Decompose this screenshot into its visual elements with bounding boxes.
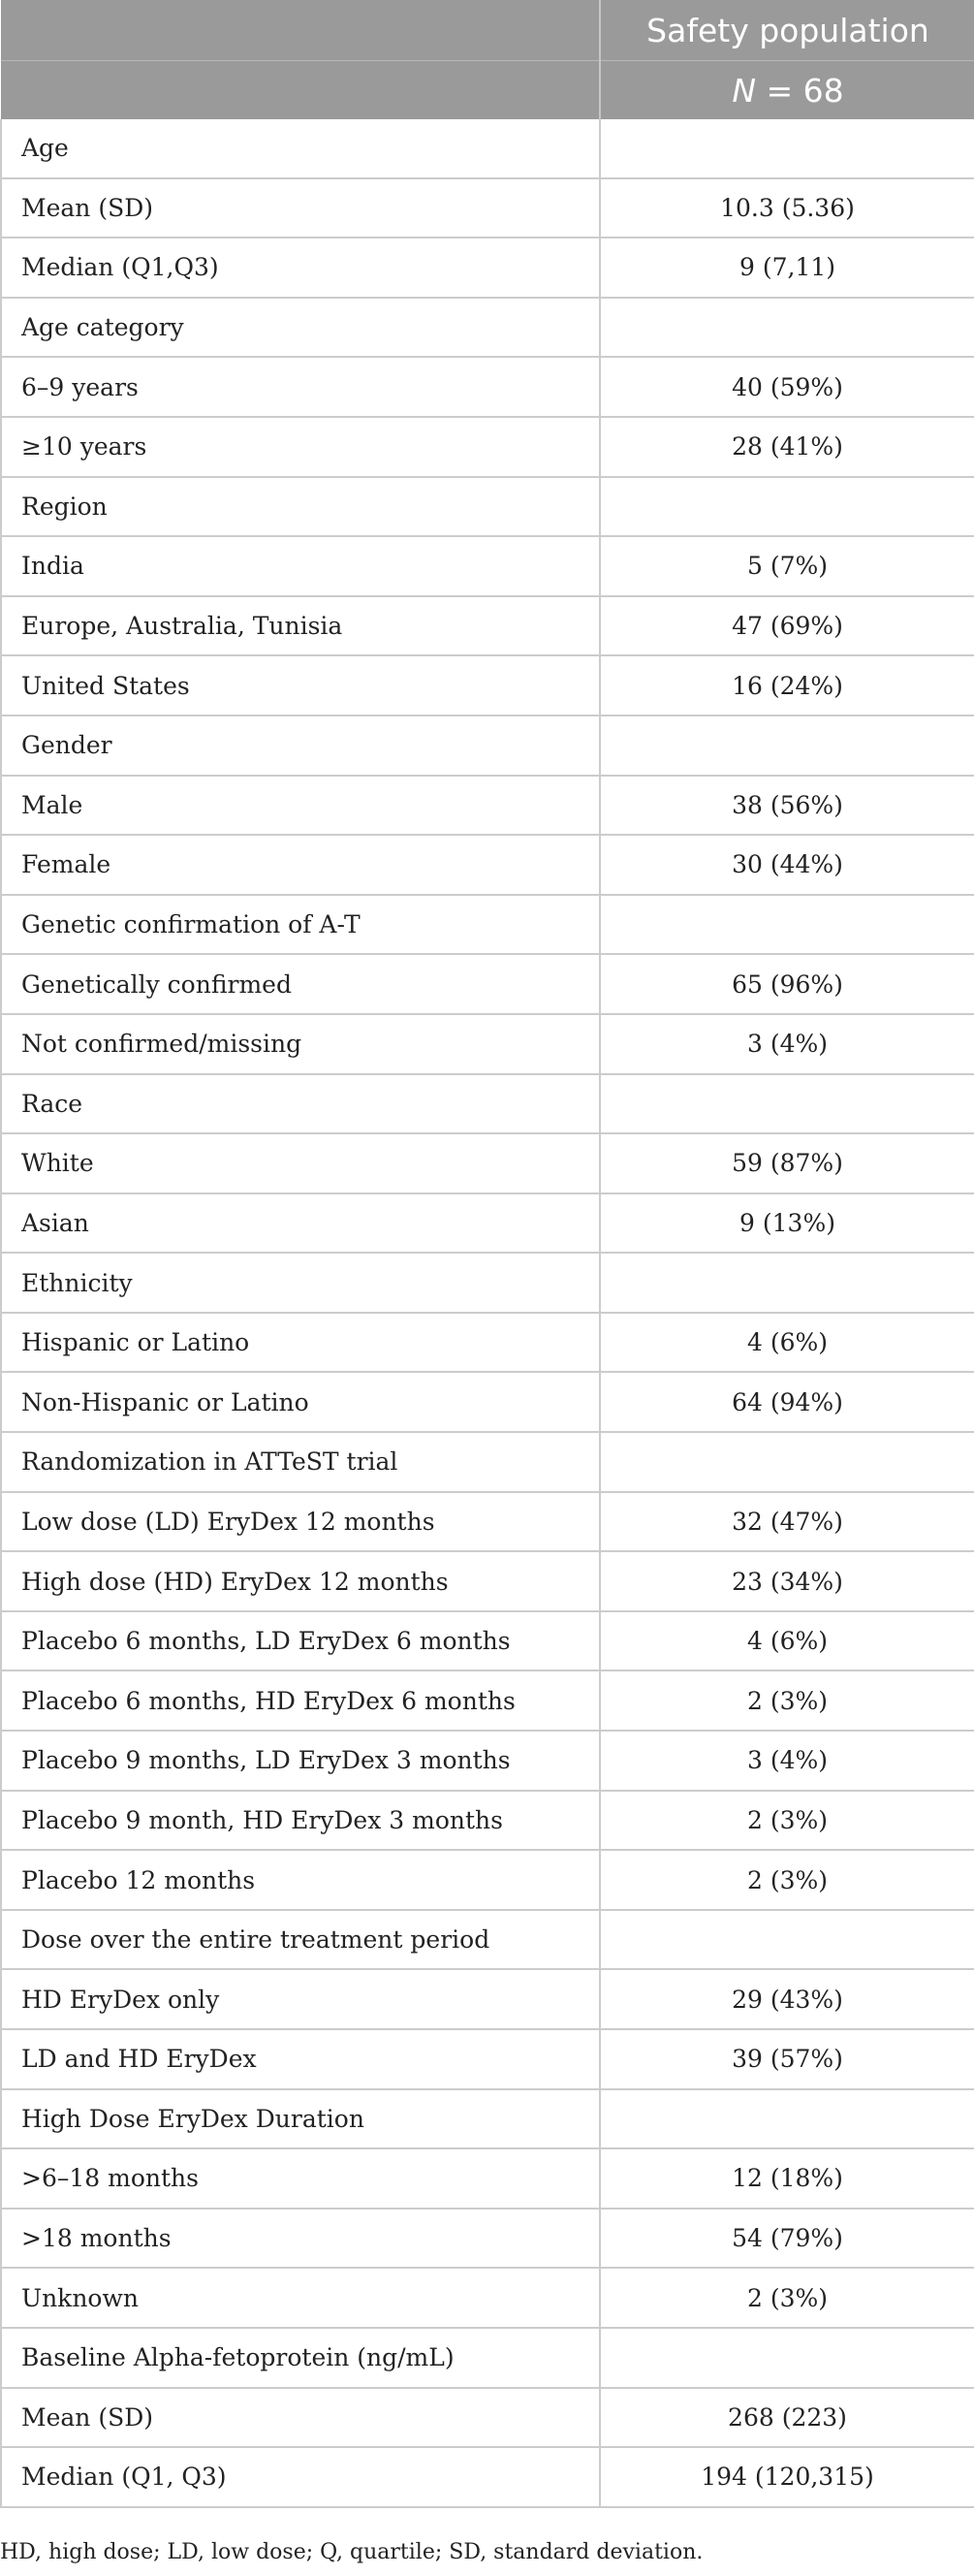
table-row xyxy=(1,1731,974,1791)
table-row xyxy=(1,119,974,178)
row-label: Race xyxy=(1,1074,600,1134)
row-label: White xyxy=(1,1133,600,1193)
header-blank-cell xyxy=(1,0,600,61)
table-row xyxy=(1,1670,974,1731)
row-value: 4 (6%) xyxy=(600,1313,974,1373)
table-footnote: HD, high dose; LD, low dose; Q, quartile; SD, standard deviation. xyxy=(0,2540,704,2564)
row-value: 59 (87%) xyxy=(600,1133,974,1193)
table-row xyxy=(1,1313,974,1373)
row-value: 9 (7,11) xyxy=(600,238,974,298)
row-value: 2 (3%) xyxy=(600,1850,974,1910)
table-row xyxy=(1,1551,974,1611)
table-row xyxy=(1,2447,974,2507)
row-value: 38 (56%) xyxy=(600,776,974,836)
header-row-n xyxy=(1,61,974,120)
table-row xyxy=(1,1133,974,1193)
row-label: Europe, Australia, Tunisia xyxy=(1,596,600,656)
table-row xyxy=(1,2209,974,2269)
row-value xyxy=(600,1910,974,1970)
row-label: Ethnicity xyxy=(1,1253,600,1313)
table-row xyxy=(1,1074,974,1134)
row-label: Genetic confirmation of A-T xyxy=(1,895,600,955)
row-label: Genetically confirmed xyxy=(1,954,600,1014)
row-label: Placebo 9 months, LD EryDex 3 months xyxy=(1,1731,600,1791)
n-symbol: N xyxy=(732,71,757,110)
row-label: Baseline Alpha-fetoprotein (ng/mL) xyxy=(1,2328,600,2388)
row-value: 47 (69%) xyxy=(600,596,974,656)
row-label: Region xyxy=(1,477,600,537)
row-label: Asian xyxy=(1,1193,600,1254)
row-value: 2 (3%) xyxy=(600,2268,974,2328)
row-value xyxy=(600,2089,974,2149)
row-label: Age xyxy=(1,119,600,178)
row-value: 30 (44%) xyxy=(600,835,974,895)
row-value: 23 (34%) xyxy=(600,1551,974,1611)
row-value: 3 (4%) xyxy=(600,1731,974,1791)
row-label: Unknown xyxy=(1,2268,600,2328)
table-row xyxy=(1,895,974,955)
header-row-title xyxy=(1,0,974,61)
row-label: Placebo 9 month, HD EryDex 3 months xyxy=(1,1791,600,1851)
table-row xyxy=(1,2029,974,2089)
table-row xyxy=(1,1969,974,2029)
table-row xyxy=(1,596,974,656)
row-label: India xyxy=(1,536,600,596)
row-label: Placebo 6 months, LD EryDex 6 months xyxy=(1,1611,600,1671)
table-row xyxy=(1,2268,974,2328)
table-row xyxy=(1,1850,974,1910)
row-value: 10.3 (5.36) xyxy=(600,178,974,239)
row-value: 32 (47%) xyxy=(600,1492,974,1552)
row-value: 65 (96%) xyxy=(600,954,974,1014)
row-value: 2 (3%) xyxy=(600,1670,974,1731)
row-value xyxy=(600,298,974,358)
row-value xyxy=(600,477,974,537)
row-value: 54 (79%) xyxy=(600,2209,974,2269)
row-value: 3 (4%) xyxy=(600,1014,974,1074)
row-value: 194 (120,315) xyxy=(600,2447,974,2507)
header-blank-cell xyxy=(1,61,600,120)
row-value xyxy=(600,895,974,955)
row-value: 39 (57%) xyxy=(600,2029,974,2089)
row-value: 28 (41%) xyxy=(600,417,974,477)
row-label: LD and HD EryDex xyxy=(1,2029,600,2089)
row-label: Female xyxy=(1,835,600,895)
row-value: 40 (59%) xyxy=(600,357,974,417)
row-label: 6–9 years xyxy=(1,357,600,417)
table-row xyxy=(1,2089,974,2149)
table-row xyxy=(1,1492,974,1552)
row-label: High dose (HD) EryDex 12 months xyxy=(1,1551,600,1611)
row-value: 9 (13%) xyxy=(600,1193,974,1254)
table-row xyxy=(1,238,974,298)
row-label: Gender xyxy=(1,716,600,776)
row-label: Median (Q1,Q3) xyxy=(1,238,600,298)
row-label: High Dose EryDex Duration xyxy=(1,2089,600,2149)
table-row xyxy=(1,716,974,776)
table-row xyxy=(1,357,974,417)
table-row xyxy=(1,1193,974,1254)
table-row xyxy=(1,655,974,716)
row-label: HD EryDex only xyxy=(1,1969,600,2029)
table-row xyxy=(1,776,974,836)
table-row xyxy=(1,1372,974,1432)
row-label: Placebo 6 months, HD EryDex 6 months xyxy=(1,1670,600,1731)
table-row xyxy=(1,1611,974,1671)
table-row xyxy=(1,2328,974,2388)
row-value: 4 (6%) xyxy=(600,1611,974,1671)
row-label: United States xyxy=(1,655,600,716)
row-label: Age category xyxy=(1,298,600,358)
row-value xyxy=(600,1432,974,1492)
table-row xyxy=(1,954,974,1014)
row-label: Mean (SD) xyxy=(1,178,600,239)
table-row xyxy=(1,417,974,477)
row-value: 2 (3%) xyxy=(600,1791,974,1851)
row-label: Not confirmed/missing xyxy=(1,1014,600,1074)
row-value xyxy=(600,2328,974,2388)
row-label: >6–18 months xyxy=(1,2148,600,2209)
table-row xyxy=(1,178,974,239)
row-label: Median (Q1, Q3) xyxy=(1,2447,600,2507)
table-body xyxy=(1,119,974,2507)
table-row xyxy=(1,1910,974,1970)
row-value: 268 (223) xyxy=(600,2388,974,2448)
row-value: 12 (18%) xyxy=(600,2148,974,2209)
row-label: Placebo 12 months xyxy=(1,1850,600,1910)
column-n-count xyxy=(600,61,974,120)
row-value xyxy=(600,716,974,776)
row-label: ≥10 years xyxy=(1,417,600,477)
row-label: Non-Hispanic or Latino xyxy=(1,1372,600,1432)
row-label: Randomization in ATTeST trial xyxy=(1,1432,600,1492)
row-value xyxy=(600,1253,974,1313)
table-row xyxy=(1,2388,974,2448)
row-value xyxy=(600,1074,974,1134)
table-row xyxy=(1,835,974,895)
row-value: 64 (94%) xyxy=(600,1372,974,1432)
row-value xyxy=(600,119,974,178)
column-title: Safety population xyxy=(600,0,974,61)
row-label: Male xyxy=(1,776,600,836)
table-row xyxy=(1,1432,974,1492)
row-label: >18 months xyxy=(1,2209,600,2269)
row-value: 29 (43%) xyxy=(600,1969,974,2029)
table-row xyxy=(1,298,974,358)
table-row xyxy=(1,1791,974,1851)
table-row xyxy=(1,1253,974,1313)
row-label: Dose over the entire treatment period xyxy=(1,1910,600,1970)
table-row xyxy=(1,536,974,596)
n-value: = 68 xyxy=(756,71,844,110)
table-header xyxy=(1,0,974,119)
row-label: Low dose (LD) EryDex 12 months xyxy=(1,1492,600,1552)
table-row xyxy=(1,2148,974,2209)
row-label: Hispanic or Latino xyxy=(1,1313,600,1373)
table-row xyxy=(1,1014,974,1074)
row-value: 16 (24%) xyxy=(600,655,974,716)
row-label: Mean (SD) xyxy=(1,2388,600,2448)
row-value: 5 (7%) xyxy=(600,536,974,596)
table-row xyxy=(1,477,974,537)
